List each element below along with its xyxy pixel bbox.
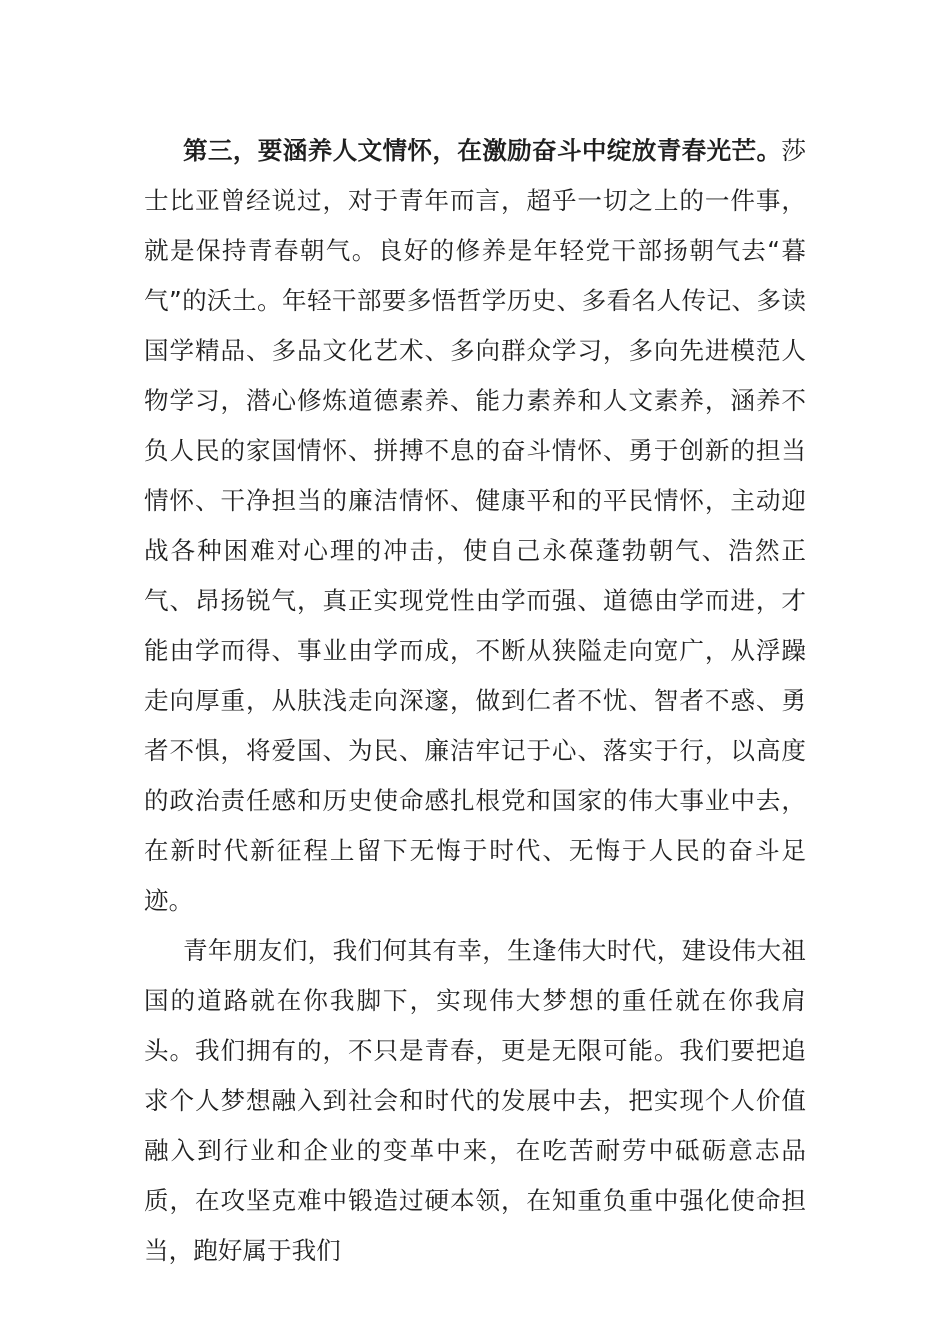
paragraph-text: 青年朋友们，我们何其有幸，生逢伟大时代，建设伟大祖国的道路就在你我脚下，实现伟大梦想的重任就在你我肩头。我们拥有的，不只是青春，更是无限可能。我们要把追求个人梦想融入到社会和时代的发展中去，把实现个人价值融入到行业和企业的变革中来，在吃苦耐劳中砥砺意志品质，在攻坚克难中锻造过硬本领，在知重负重中强化使命担当，跑好属于我们 [144, 936, 806, 1265]
paragraph-heading: 第三，要涵养人文情怀，在激励奋斗中绽放青春光芒。 [183, 136, 782, 165]
document-body [144, 126, 806, 1276]
paragraph-third-point [144, 126, 806, 926]
paragraph-text: 莎士比亚曾经说过，对于青年而言，超乎一切之上的一件事，就是保持青春朝气。良好的修养是年轻党干部扬朝气去“暮气”的沃土。年轻干部要多悟哲学历史、多看名人传记、多读国学精品、多品文化艺术、多向群众学习，多向先进模范人物学习，潜心修炼道德素养、能力素养和人文素养，涵养不负人民的家国情怀、拼搏不息的奋斗情怀、勇于创新的担当情怀、干净担当的廉洁情怀、健康平和的平民情怀，主动迎战各种困难对心理的冲击，使自己永葆蓬勃朝气、浩然正气、昂扬锐气，真正实现党性由学而强、道德由学而进，才能由学而得、事业由学而成，不断从狭隘走向宽广，从浮躁走向厚重，从肤浅走向深邃，做到仁者不忧、智者不惑、勇者不惧，将爱国、为民、廉洁牢记于心、落实于行，以高度的政治责任感和历史使命感扎根党和国家的伟大事业中去，在新时代新征程上留下无悔于时代、无悔于人民的奋斗足迹。 [144, 136, 806, 915]
paragraph-closing [144, 926, 806, 1276]
